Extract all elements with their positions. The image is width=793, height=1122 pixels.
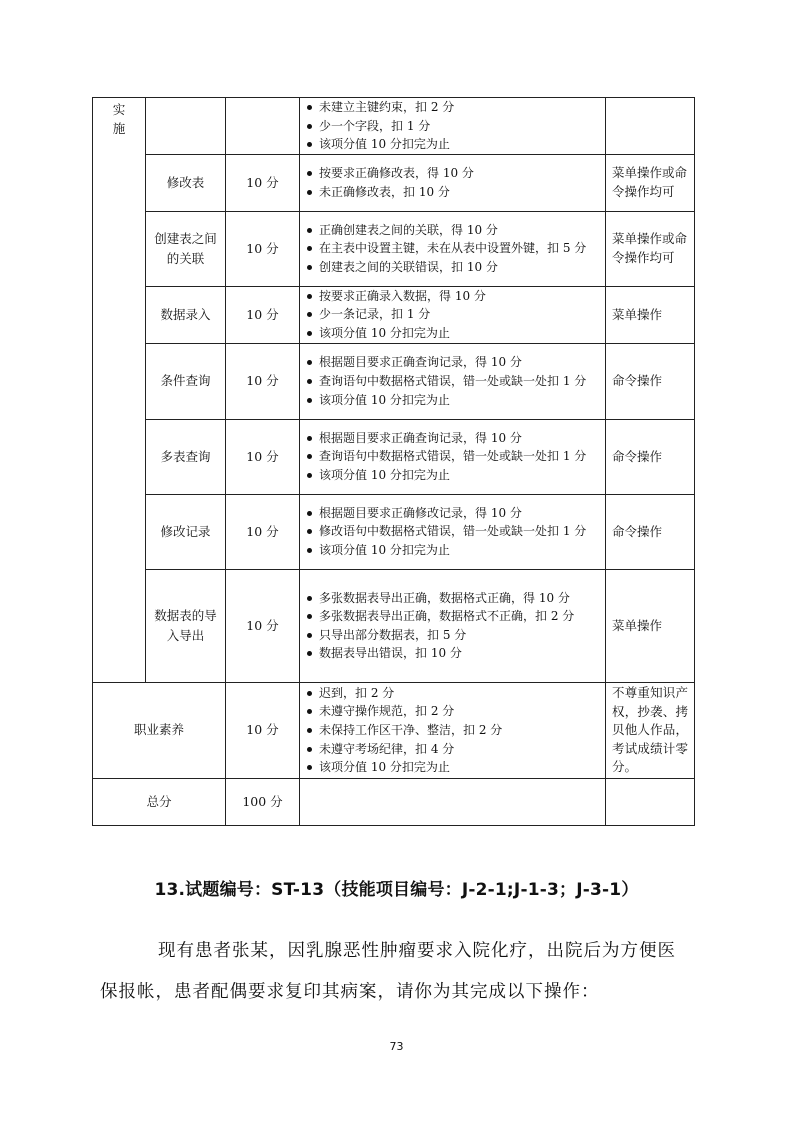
criteria-cell: [300, 494, 606, 569]
item-score: 10 分: [226, 494, 300, 569]
criteria-cell: [300, 286, 606, 343]
item-note: [606, 98, 695, 155]
criteria-item: 只导出部分数据表，扣 5 分: [306, 626, 601, 645]
criteria-item: 在主表中设置主键，未在从表中设置外键，扣 5 分: [306, 239, 601, 258]
criteria-item: 根据题目要求正确修改记录，得 10 分: [306, 504, 601, 523]
criteria-item: 该项分值 10 分扣完为止: [306, 391, 601, 410]
scoring-table: [92, 97, 695, 826]
criteria-cell: [300, 211, 606, 286]
page-number: 73: [389, 1040, 404, 1053]
paragraph-line-2: 保报帐，患者配偶要求复印其病案，请你为其完成以下操作：: [100, 982, 600, 1002]
criteria-item: 根据题目要求正确查询记录，得 10 分: [306, 353, 601, 372]
item-score: 10 分: [226, 569, 300, 682]
item-name: 修改表: [146, 154, 226, 211]
criteria-item: 创建表之间的关联错误，扣 10 分: [306, 258, 601, 277]
criteria-item: 未正确修改表，扣 10 分: [306, 183, 601, 202]
item-score: 10 分: [226, 154, 300, 211]
criteria-item: 多张数据表导出正确，数据格式不正确，扣 2 分: [306, 607, 601, 626]
total-label: 总分: [93, 778, 226, 825]
item-name: 创建表之间的关联: [146, 211, 226, 286]
paragraph-line-1: 现有患者张某，因乳腺恶性肿瘤要求入院化疗，出院后为方便医: [158, 941, 676, 961]
item-note: 菜单操作或命令操作均可: [606, 211, 695, 286]
criteria-cell: [300, 98, 606, 155]
criteria-item: 按要求正确修改表，得 10 分: [306, 164, 601, 183]
item-name: 条件查询: [146, 343, 226, 419]
total-note-empty: [606, 778, 695, 825]
criteria-item: 未保持工作区干净、整洁，扣 2 分: [306, 721, 601, 740]
item-name: 修改记录: [146, 494, 226, 569]
professional-label: 职业素养: [93, 682, 226, 778]
criteria-item: 查询语句中数据格式错误，错一处或缺一处扣 1 分: [306, 447, 601, 466]
total-score: 100 分: [226, 778, 300, 825]
item-note: 菜单操作: [606, 286, 695, 343]
criteria-item: 按要求正确录入数据，得 10 分: [306, 287, 601, 306]
criteria-cell: [300, 154, 606, 211]
criteria-item: 少一条记录，扣 1 分: [306, 305, 601, 324]
item-score: 10 分: [226, 343, 300, 419]
criteria-item: 该项分值 10 分扣完为止: [306, 466, 601, 485]
total-criteria-empty: [300, 778, 606, 825]
criteria-item: 未建立主键约束，扣 2 分: [306, 98, 601, 117]
criteria-cell: [300, 343, 606, 419]
criteria-item: 未遵守考场纪律，扣 4 分: [306, 740, 601, 759]
item-note: 命令操作: [606, 494, 695, 569]
criteria-item: 数据表导出错误，扣 10 分: [306, 644, 601, 663]
criteria-item: 该项分值 10 分扣完为止: [306, 324, 601, 343]
section-title: 13.试题编号：ST-13（技能项目编号：J-2-1;J-1-3；J-3-1）: [154, 880, 639, 900]
item-name: 多表查询: [146, 419, 226, 494]
professional-score: 10 分: [226, 682, 300, 778]
item-name: 数据录入: [146, 286, 226, 343]
criteria-item: 修改语句中数据格式错误，错一处或缺一处扣 1 分: [306, 522, 601, 541]
professional-note: 不尊重知识产权，抄袭、拷贝他人作品，考试成绩计零分。: [606, 682, 695, 778]
criteria-item: 查询语句中数据格式错误，错一处或缺一处扣 1 分: [306, 372, 601, 391]
criteria-item: 根据题目要求正确查询记录，得 10 分: [306, 429, 601, 448]
criteria-item: 该项分值 10 分扣完为止: [306, 758, 601, 777]
item-note: 命令操作: [606, 419, 695, 494]
category-implementation: 实施: [93, 98, 146, 683]
item-score: [226, 98, 300, 155]
criteria-item: 迟到，扣 2 分: [306, 684, 601, 703]
item-note: 菜单操作: [606, 569, 695, 682]
criteria-cell: [300, 569, 606, 682]
criteria-item: 正确创建表之间的关联，得 10 分: [306, 221, 601, 240]
criteria-item: 该项分值 10 分扣完为止: [306, 541, 601, 560]
item-score: 10 分: [226, 286, 300, 343]
criteria-cell: [300, 419, 606, 494]
item-note: 命令操作: [606, 343, 695, 419]
criteria-item: 少一个字段，扣 1 分: [306, 117, 601, 136]
item-name: [146, 98, 226, 155]
item-note: 菜单操作或命令操作均可: [606, 154, 695, 211]
criteria-item: 多张数据表导出正确，数据格式正确，得 10 分: [306, 589, 601, 608]
item-name: 数据表的导入导出: [146, 569, 226, 682]
item-score: 10 分: [226, 211, 300, 286]
item-score: 10 分: [226, 419, 300, 494]
criteria-item: 该项分值 10 分扣完为止: [306, 135, 601, 154]
criteria-item: 未遵守操作规范，扣 2 分: [306, 702, 601, 721]
criteria-cell: [300, 682, 606, 778]
